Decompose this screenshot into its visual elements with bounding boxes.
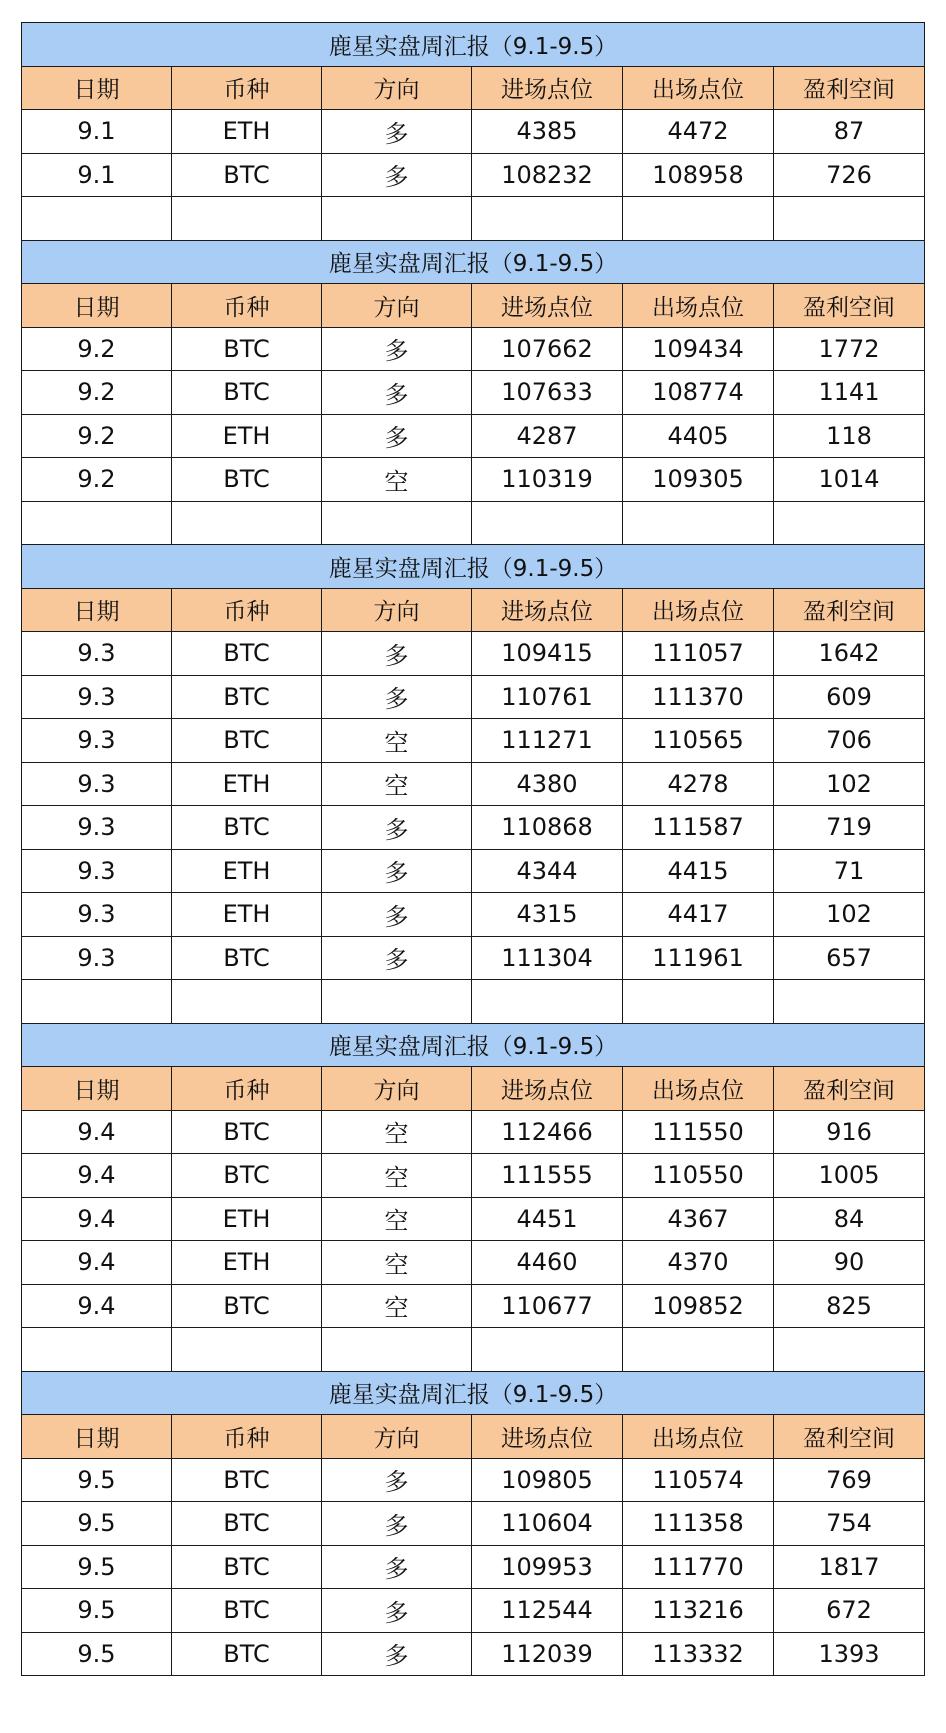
cell-profit: 754 [774, 1502, 925, 1546]
table-row [22, 806, 925, 850]
cell-direction: 多 [322, 414, 472, 458]
cell-direction: 多 [322, 675, 472, 719]
cell-coin: ETH [172, 1197, 322, 1241]
header-direction: 方向 [322, 1067, 472, 1111]
cell-coin: BTC [172, 458, 322, 502]
header-exit: 出场点位 [623, 1067, 774, 1111]
cell-date: 9.4 [22, 1154, 172, 1198]
cell-profit: 102 [774, 893, 925, 937]
cell-coin: ETH [172, 110, 322, 154]
cell-entry: 110319 [472, 458, 623, 502]
cell-profit: 719 [774, 806, 925, 850]
cell-exit: 109305 [623, 458, 774, 502]
cell-exit: 110565 [623, 719, 774, 763]
blank-cell [322, 1328, 472, 1372]
blank-cell [472, 501, 623, 545]
cell-profit: 118 [774, 414, 925, 458]
cell-profit: 1005 [774, 1154, 925, 1198]
cell-profit: 672 [774, 1589, 925, 1633]
section-title-row [22, 1371, 925, 1415]
cell-direction: 多 [322, 1589, 472, 1633]
cell-coin: ETH [172, 414, 322, 458]
cell-exit: 4472 [623, 110, 774, 154]
cell-coin: BTC [172, 1589, 322, 1633]
header-profit: 盈利空间 [774, 284, 925, 328]
cell-direction: 空 [322, 1241, 472, 1285]
cell-date: 9.2 [22, 371, 172, 415]
cell-coin: BTC [172, 632, 322, 676]
cell-profit: 657 [774, 936, 925, 980]
cell-date: 9.1 [22, 153, 172, 197]
cell-direction: 多 [322, 632, 472, 676]
cell-date: 9.3 [22, 893, 172, 937]
cell-entry: 110868 [472, 806, 623, 850]
cell-entry: 112466 [472, 1110, 623, 1154]
cell-entry: 111271 [472, 719, 623, 763]
cell-exit: 111961 [623, 936, 774, 980]
cell-exit: 4367 [623, 1197, 774, 1241]
cell-direction: 多 [322, 1502, 472, 1546]
cell-direction: 多 [322, 1632, 472, 1676]
cell-profit: 609 [774, 675, 925, 719]
cell-direction: 多 [322, 849, 472, 893]
cell-entry: 109805 [472, 1458, 623, 1502]
cell-direction: 空 [322, 1284, 472, 1328]
table-row [22, 458, 925, 502]
table-row [22, 327, 925, 371]
cell-coin: BTC [172, 806, 322, 850]
header-date: 日期 [22, 588, 172, 632]
cell-direction: 多 [322, 371, 472, 415]
blank-cell [472, 980, 623, 1024]
cell-entry: 110604 [472, 1502, 623, 1546]
table-row [22, 371, 925, 415]
cell-date: 9.3 [22, 762, 172, 806]
header-date: 日期 [22, 1067, 172, 1111]
cell-coin: BTC [172, 371, 322, 415]
header-coin: 币种 [172, 588, 322, 632]
cell-date: 9.2 [22, 414, 172, 458]
cell-date: 9.5 [22, 1545, 172, 1589]
header-date: 日期 [22, 284, 172, 328]
header-entry: 进场点位 [472, 1415, 623, 1459]
blank-row [22, 501, 925, 545]
cell-direction: 空 [322, 1197, 472, 1241]
cell-direction: 多 [322, 936, 472, 980]
cell-coin: BTC [172, 1284, 322, 1328]
header-entry: 进场点位 [472, 284, 623, 328]
header-coin: 币种 [172, 1415, 322, 1459]
header-row [22, 284, 925, 328]
cell-profit: 726 [774, 153, 925, 197]
section-title-row [22, 545, 925, 589]
cell-entry: 4344 [472, 849, 623, 893]
section-title-row [22, 1023, 925, 1067]
cell-date: 9.3 [22, 675, 172, 719]
cell-exit: 113216 [623, 1589, 774, 1633]
cell-exit: 113332 [623, 1632, 774, 1676]
cell-date: 9.2 [22, 327, 172, 371]
cell-direction: 多 [322, 806, 472, 850]
cell-profit: 1772 [774, 327, 925, 371]
section-title: 鹿星实盘周汇报（9.1-9.5） [22, 23, 925, 67]
cell-coin: ETH [172, 762, 322, 806]
cell-exit: 108774 [623, 371, 774, 415]
header-entry: 进场点位 [472, 66, 623, 110]
cell-exit: 111057 [623, 632, 774, 676]
cell-coin: BTC [172, 1545, 322, 1589]
header-direction: 方向 [322, 1415, 472, 1459]
cell-entry: 4385 [472, 110, 623, 154]
cell-coin: ETH [172, 849, 322, 893]
blank-row [22, 980, 925, 1024]
table-row [22, 1458, 925, 1502]
cell-exit: 4405 [623, 414, 774, 458]
cell-entry: 4451 [472, 1197, 623, 1241]
header-coin: 币种 [172, 66, 322, 110]
header-entry: 进场点位 [472, 588, 623, 632]
blank-cell [172, 197, 322, 241]
table-row [22, 1154, 925, 1198]
report-body [22, 23, 925, 1676]
table-row [22, 1284, 925, 1328]
cell-exit: 111358 [623, 1502, 774, 1546]
cell-coin: BTC [172, 1502, 322, 1546]
cell-coin: BTC [172, 327, 322, 371]
table-row [22, 1197, 925, 1241]
cell-profit: 706 [774, 719, 925, 763]
blank-cell [22, 501, 172, 545]
cell-direction: 空 [322, 1154, 472, 1198]
cell-exit: 4417 [623, 893, 774, 937]
header-profit: 盈利空间 [774, 1067, 925, 1111]
header-profit: 盈利空间 [774, 1415, 925, 1459]
cell-direction: 空 [322, 1110, 472, 1154]
cell-date: 9.4 [22, 1110, 172, 1154]
table-row [22, 936, 925, 980]
blank-cell [774, 980, 925, 1024]
blank-cell [774, 501, 925, 545]
blank-cell [774, 197, 925, 241]
section-title: 鹿星实盘周汇报（9.1-9.5） [22, 1371, 925, 1415]
header-coin: 币种 [172, 284, 322, 328]
blank-cell [22, 980, 172, 1024]
table-row [22, 1632, 925, 1676]
cell-exit: 109852 [623, 1284, 774, 1328]
cell-entry: 107662 [472, 327, 623, 371]
cell-entry: 4380 [472, 762, 623, 806]
cell-exit: 4278 [623, 762, 774, 806]
blank-row [22, 1328, 925, 1372]
cell-date: 9.3 [22, 936, 172, 980]
blank-cell [322, 501, 472, 545]
blank-cell [22, 1328, 172, 1372]
cell-coin: BTC [172, 936, 322, 980]
cell-profit: 1014 [774, 458, 925, 502]
cell-date: 9.5 [22, 1589, 172, 1633]
cell-exit: 111770 [623, 1545, 774, 1589]
cell-coin: BTC [172, 1154, 322, 1198]
cell-exit: 109434 [623, 327, 774, 371]
header-exit: 出场点位 [623, 588, 774, 632]
cell-profit: 1817 [774, 1545, 925, 1589]
cell-exit: 108958 [623, 153, 774, 197]
section-title-row [22, 240, 925, 284]
cell-date: 9.5 [22, 1502, 172, 1546]
cell-profit: 916 [774, 1110, 925, 1154]
header-date: 日期 [22, 1415, 172, 1459]
cell-entry: 4315 [472, 893, 623, 937]
header-row [22, 588, 925, 632]
cell-profit: 1642 [774, 632, 925, 676]
header-date: 日期 [22, 66, 172, 110]
blank-cell [774, 1328, 925, 1372]
cell-coin: BTC [172, 719, 322, 763]
cell-entry: 110761 [472, 675, 623, 719]
cell-profit: 90 [774, 1241, 925, 1285]
header-row [22, 1415, 925, 1459]
cell-entry: 108232 [472, 153, 623, 197]
cell-coin: BTC [172, 675, 322, 719]
cell-coin: BTC [172, 1110, 322, 1154]
cell-direction: 多 [322, 110, 472, 154]
table-row [22, 675, 925, 719]
cell-entry: 110677 [472, 1284, 623, 1328]
cell-date: 9.3 [22, 806, 172, 850]
cell-entry: 112039 [472, 1632, 623, 1676]
cell-profit: 87 [774, 110, 925, 154]
header-direction: 方向 [322, 284, 472, 328]
cell-entry: 109415 [472, 632, 623, 676]
header-direction: 方向 [322, 66, 472, 110]
header-direction: 方向 [322, 588, 472, 632]
cell-exit: 111550 [623, 1110, 774, 1154]
report-table [21, 22, 925, 1676]
blank-row [22, 197, 925, 241]
table-row [22, 762, 925, 806]
header-profit: 盈利空间 [774, 66, 925, 110]
header-exit: 出场点位 [623, 1415, 774, 1459]
section-title-row [22, 23, 925, 67]
cell-exit: 4370 [623, 1241, 774, 1285]
table-row [22, 632, 925, 676]
cell-entry: 107633 [472, 371, 623, 415]
table-row [22, 1110, 925, 1154]
cell-profit: 1141 [774, 371, 925, 415]
table-row [22, 893, 925, 937]
cell-date: 9.4 [22, 1284, 172, 1328]
blank-cell [172, 980, 322, 1024]
cell-date: 9.1 [22, 110, 172, 154]
cell-exit: 110550 [623, 1154, 774, 1198]
blank-cell [623, 1328, 774, 1372]
table-row [22, 110, 925, 154]
cell-exit: 111587 [623, 806, 774, 850]
blank-cell [322, 980, 472, 1024]
cell-profit: 84 [774, 1197, 925, 1241]
blank-cell [472, 1328, 623, 1372]
cell-date: 9.5 [22, 1632, 172, 1676]
cell-direction: 多 [322, 1458, 472, 1502]
cell-exit: 4415 [623, 849, 774, 893]
header-exit: 出场点位 [623, 284, 774, 328]
cell-date: 9.3 [22, 719, 172, 763]
cell-profit: 102 [774, 762, 925, 806]
cell-profit: 769 [774, 1458, 925, 1502]
blank-cell [22, 197, 172, 241]
cell-date: 9.4 [22, 1197, 172, 1241]
cell-date: 9.2 [22, 458, 172, 502]
header-row [22, 66, 925, 110]
table-row [22, 414, 925, 458]
header-entry: 进场点位 [472, 1067, 623, 1111]
blank-cell [623, 501, 774, 545]
cell-date: 9.3 [22, 849, 172, 893]
cell-entry: 111555 [472, 1154, 623, 1198]
cell-profit: 825 [774, 1284, 925, 1328]
blank-cell [472, 197, 623, 241]
cell-profit: 1393 [774, 1632, 925, 1676]
cell-direction: 多 [322, 893, 472, 937]
table-row [22, 1545, 925, 1589]
cell-exit: 110574 [623, 1458, 774, 1502]
cell-direction: 空 [322, 762, 472, 806]
cell-coin: ETH [172, 1241, 322, 1285]
cell-direction: 多 [322, 327, 472, 371]
blank-cell [172, 501, 322, 545]
blank-cell [172, 1328, 322, 1372]
section-title: 鹿星实盘周汇报（9.1-9.5） [22, 1023, 925, 1067]
table-row [22, 1241, 925, 1285]
table-row [22, 719, 925, 763]
cell-exit: 111370 [623, 675, 774, 719]
cell-direction: 空 [322, 719, 472, 763]
cell-entry: 4287 [472, 414, 623, 458]
table-row [22, 1502, 925, 1546]
cell-coin: ETH [172, 893, 322, 937]
blank-cell [623, 980, 774, 1024]
table-row [22, 1589, 925, 1633]
weekly-report-sheet [21, 22, 924, 1676]
cell-entry: 112544 [472, 1589, 623, 1633]
cell-date: 9.4 [22, 1241, 172, 1285]
cell-direction: 多 [322, 153, 472, 197]
section-title: 鹿星实盘周汇报（9.1-9.5） [22, 545, 925, 589]
cell-profit: 71 [774, 849, 925, 893]
header-exit: 出场点位 [623, 66, 774, 110]
cell-entry: 109953 [472, 1545, 623, 1589]
section-title: 鹿星实盘周汇报（9.1-9.5） [22, 240, 925, 284]
cell-entry: 111304 [472, 936, 623, 980]
cell-coin: BTC [172, 1632, 322, 1676]
header-profit: 盈利空间 [774, 588, 925, 632]
cell-date: 9.3 [22, 632, 172, 676]
cell-direction: 空 [322, 458, 472, 502]
cell-direction: 多 [322, 1545, 472, 1589]
cell-coin: BTC [172, 1458, 322, 1502]
cell-date: 9.5 [22, 1458, 172, 1502]
cell-coin: BTC [172, 153, 322, 197]
header-coin: 币种 [172, 1067, 322, 1111]
table-row [22, 153, 925, 197]
table-row [22, 849, 925, 893]
blank-cell [322, 197, 472, 241]
blank-cell [623, 197, 774, 241]
cell-entry: 4460 [472, 1241, 623, 1285]
header-row [22, 1067, 925, 1111]
